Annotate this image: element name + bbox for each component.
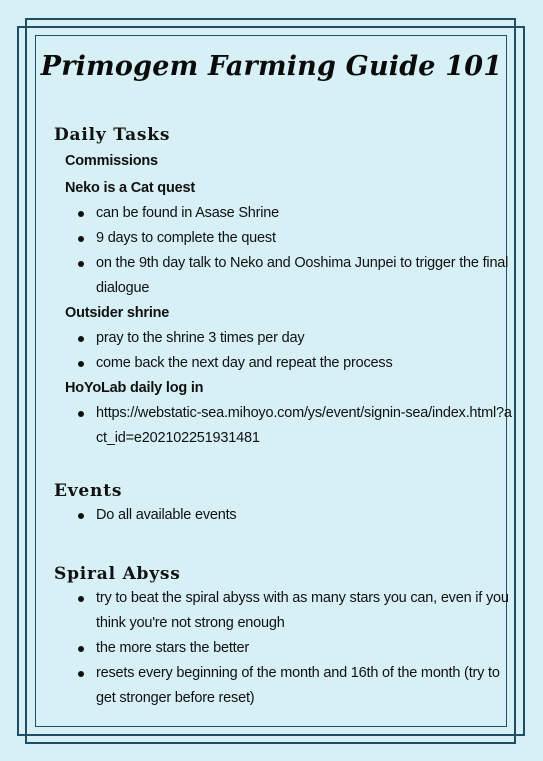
bullet-icon xyxy=(78,261,84,267)
bullet-icon xyxy=(78,211,84,217)
hoyolab-list xyxy=(54,401,514,451)
neko-heading: Neko is a Cat quest xyxy=(65,180,195,196)
list-item: try to beat the spiral abyss with as many stars you can, even if you think you're not strong enough xyxy=(54,586,514,636)
commissions-heading: Commissions xyxy=(65,153,158,169)
list-item: on the 9th day talk to Neko and Ooshima Junpei to trigger the final dialogue xyxy=(54,251,514,301)
bullet-icon xyxy=(78,513,84,519)
spiral-abyss-section xyxy=(54,562,514,711)
outsider-shrine-heading: Outsider shrine xyxy=(65,305,170,321)
abyss-list xyxy=(54,586,514,711)
page-title: Primogem Farming Guide 101 xyxy=(40,51,503,82)
list-item: Do all available events xyxy=(54,503,514,528)
list-item: resets every beginning of the month and 16th of the month (try to get stronger before reset) xyxy=(54,661,514,711)
daily-tasks-heading: Daily Tasks xyxy=(54,125,171,145)
bullet-icon xyxy=(78,236,84,242)
events-heading: Events xyxy=(54,481,123,501)
spiral-abyss-heading: Spiral Abyss xyxy=(54,564,181,584)
bullet-icon xyxy=(78,411,84,417)
bullet-icon xyxy=(78,336,84,342)
hoyolab-link[interactable]: https://webstatic-sea.mihoyo.com/ys/event/signin-sea/index.html?act_id=e202102251931481 xyxy=(96,405,512,446)
bullet-icon xyxy=(78,596,84,602)
outsider-list xyxy=(54,326,514,376)
list-item: come back the next day and repeat the process xyxy=(54,351,514,376)
neko-list xyxy=(54,201,514,301)
list-item: can be found in Asase Shrine xyxy=(54,201,514,226)
list-item: 9 days to complete the quest xyxy=(54,226,514,251)
list-item: the more stars the better xyxy=(54,636,514,661)
daily-tasks-section xyxy=(54,123,514,451)
events-section xyxy=(54,479,514,528)
hoyolab-heading: HoYoLab daily log in xyxy=(65,380,204,396)
list-item xyxy=(54,401,514,451)
bullet-icon xyxy=(78,646,84,652)
events-list xyxy=(54,503,514,528)
bullet-icon xyxy=(78,361,84,367)
list-item: pray to the shrine 3 times per day xyxy=(54,326,514,351)
bullet-icon xyxy=(78,671,84,677)
